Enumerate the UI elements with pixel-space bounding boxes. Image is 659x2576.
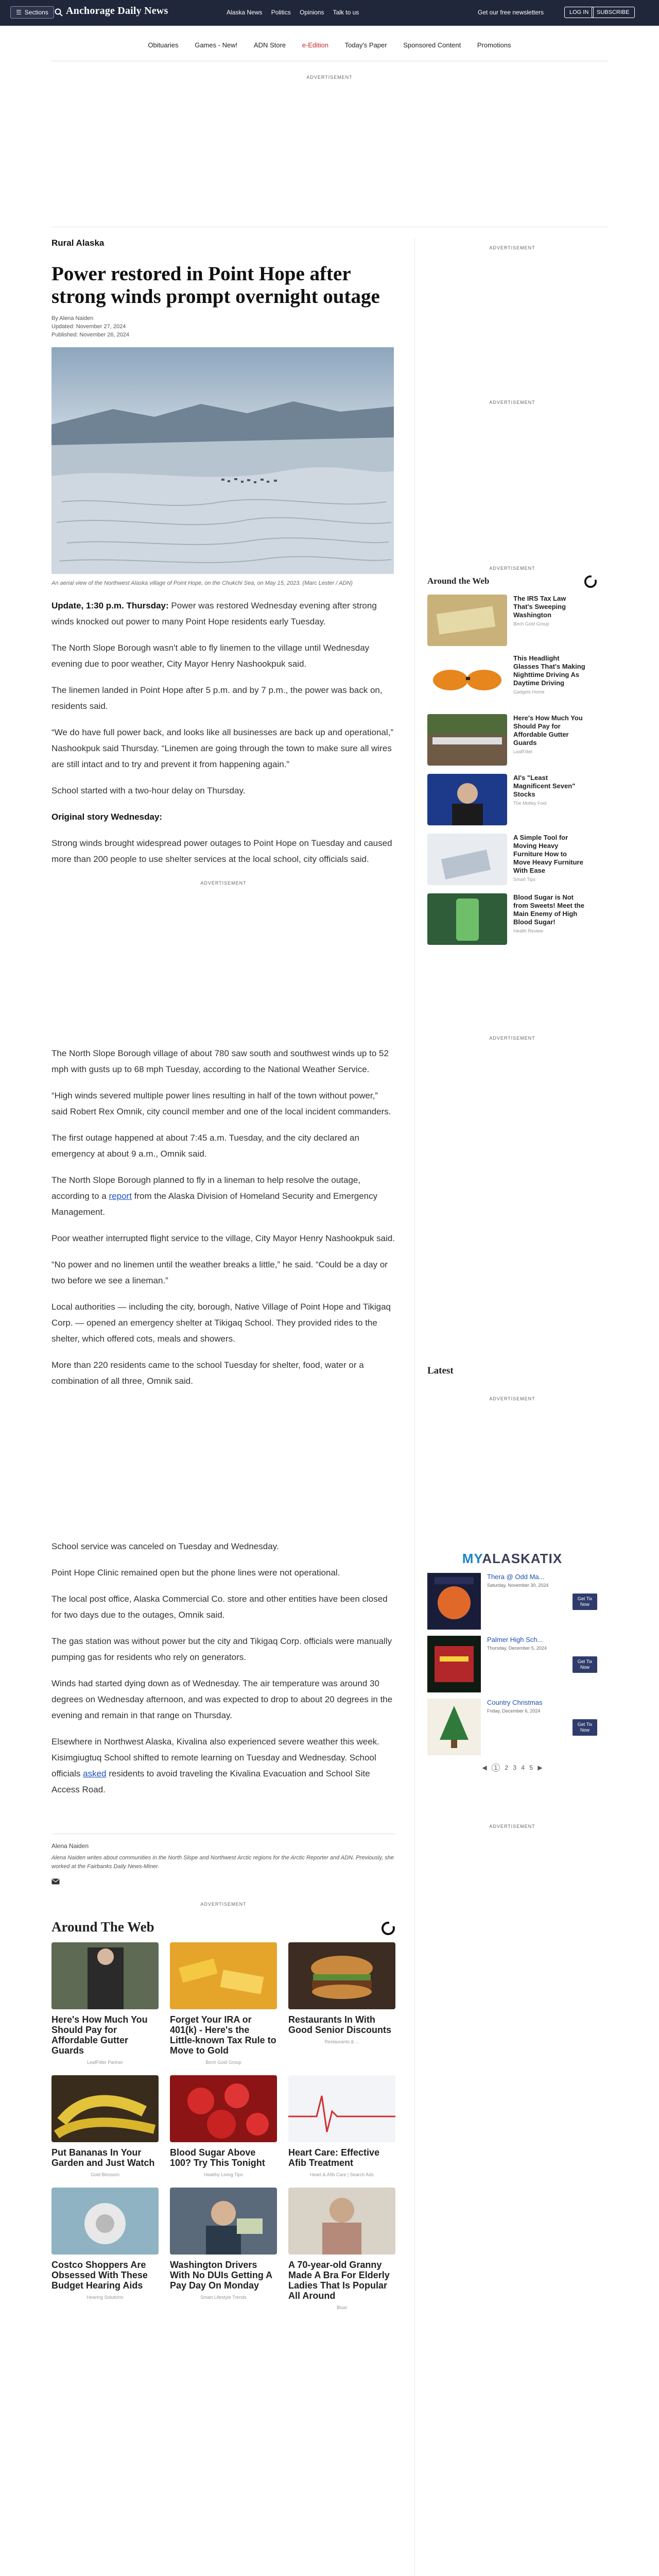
card-thumbnail [51,1942,159,2009]
event-item[interactable] [427,1573,597,1630]
item-thumbnail [427,774,507,825]
author-bio: Alena Naiden writes about communities in the North Slope and Northwest Arctic regions for the Arctic Reporter and ADN. Previously, she worked at the Fairbanks Daily News-Miner. [51,1855,394,1870]
advertisement-label: ADVERTISEMENT [489,400,535,405]
article-paragraph: The gas station was without power but the city and Tikigaq Corp. officials were manually pumping gas for residents who rely on generators. [51,1636,392,1662]
newsletter-link[interactable]: Get our free newsletters [478,9,544,16]
article-paragraph [51,1172,395,1220]
sidebar-recommended-item[interactable] [427,714,597,766]
asked-link[interactable]: asked [83,1769,107,1778]
paragraph-text: from the Alaska Division of Homeland Security and Emergency Management. [51,1191,378,1217]
hamburger-icon: ☰ [16,9,22,16]
item-thumbnail [427,714,507,766]
article-paragraph: The linemen landed in Point Hope after 5 p.m. and by 7 p.m., the power was back on, residents said. [51,685,383,711]
around-the-web-heading: Around The Web [51,1919,154,1935]
outbrain-logo-icon[interactable] [381,1921,395,1936]
article-paragraph: “High winds severed multiple power lines resulting in half of the town without power,” said Robert Rex Omnik, city council member and one of the local incident commanders. [51,1091,391,1116]
subnav-games[interactable]: Games - New! [195,41,238,49]
next-arrow-icon[interactable]: ▶ [537,1764,543,1771]
article-paragraph: Point Hope Clinic remained open but the phone lines were not operational. [51,1568,340,1578]
prev-arrow-icon[interactable]: ◀ [482,1764,487,1771]
outbrain-logo-icon[interactable] [584,575,597,588]
item-source: Health Review [513,928,544,934]
event-date: Thursday, December 5, 2024 [487,1646,547,1651]
inline-advertisement-space [51,1389,395,1528]
recommended-card[interactable] [288,1942,395,2065]
card-source: Healthy Living Tips [204,2172,243,2177]
page-1[interactable]: 1 [492,1764,500,1772]
top-nav-links [227,9,366,16]
card-thumbnail [288,1942,395,2009]
recommended-card[interactable] [51,1942,159,2065]
page-4[interactable]: 4 [521,1764,525,1771]
published-date: Published: November 26, 2024 [51,332,130,338]
card-title: Here's How Much You Should Pay for Affordable Gutter Guards [51,2014,148,2056]
sidebar-recommended-item[interactable] [427,654,597,706]
around-the-web-title [51,1919,395,1935]
get-tix-button[interactable]: Get Tix Now [573,1656,597,1673]
sidebar-recommended-item[interactable] [427,774,597,825]
card-title: Blood Sugar Above 100? Try This Tonight [170,2147,265,2168]
card-thumbnail [170,1942,277,2009]
advertisement-label: ADVERTISEMENT [489,1824,535,1829]
paragraph-text: Elsewhere in Northwest Alaska, Kivalina also experienced severe weather this week. Kisimgiugtuq School shifted to remote learning on Tuesday and Wednesday. School officials [51,1737,379,1778]
page-3[interactable]: 3 [513,1764,516,1771]
updated-date: Updated: November 27, 2024 [51,324,126,330]
subnav-promotions[interactable]: Promotions [477,41,511,49]
sidebar-divider [414,238,415,2576]
article-paragraph: The North Slope Borough village of about 780 saw south and southwest winds up to 52 mph with gusts up to 68 mph Tuesday, according to the National Weather Service. [51,1048,389,1074]
card-title: Forget Your IRA or 401(k) - Here's the Little-known Tax Rule to Move to Gold [170,2014,276,2056]
article-paragraph: Strong winds brought widespread power outages to Point Hope on Tuesday and caused more than 200 people to use shelter services at the local school, city officials said. [51,838,392,864]
around-the-web-grid [51,1942,395,2310]
item-thumbnail [427,834,507,885]
card-thumbnail [51,2188,159,2255]
subnav-obituaries[interactable]: Obituaries [148,41,179,49]
article-paragraph: “No power and no linemen until the weather breaks a little,” he said. “Could be a day or two before we see a lineman.” [51,1260,388,1285]
article-photo[interactable] [51,347,394,574]
card-source: Bluei [336,2305,347,2310]
recommended-card[interactable] [51,2075,159,2177]
logo-alaskatix: ALASKATIX [482,1551,563,1566]
event-image [427,1636,481,1692]
article-paragraph: School started with a two-hour delay on Thursday. [51,786,246,795]
recommended-card[interactable] [170,2188,277,2310]
item-source: Birch Gold Group [513,621,549,626]
advertisement-label: ADVERTISEMENT [489,1396,535,1401]
sections-menu-button[interactable] [10,6,54,19]
item-title: Blood Sugar is Not from Sweets! Meet the Main Enemy of High Blood Sugar! [513,893,584,926]
card-title: Costco Shoppers Are Obsessed With These Budget Hearing Aids [51,2260,148,2291]
card-source: Hearing Solutions [86,2295,124,2300]
top-navigation-bar [0,0,659,26]
sidebar-around-the-web-heading: Around the Web [427,576,490,586]
subnav-todays-paper[interactable]: Today's Paper [344,41,387,49]
paragraph-text: residents to avoid traveling the Kivalina Evacuation and School Site Access Road. [51,1769,370,1794]
myalaskatix-logo[interactable] [427,1551,597,1567]
card-thumbnail [288,2188,395,2255]
subscribe-button[interactable]: SUBSCRIBE [592,7,635,18]
card-title: A 70-year-old Granny Made A Bra For Elderly Ladies That Is Popular All Around [288,2260,390,2301]
recommended-card[interactable] [51,2188,159,2310]
aerial-village-image [51,347,394,574]
subnav-adn-store[interactable]: ADN Store [253,41,286,49]
advertisement-label: ADVERTISEMENT [306,75,353,80]
subnav-e-edition[interactable]: e-Edition [302,41,328,49]
card-thumbnail [170,2075,277,2142]
email-author-icon[interactable] [51,1878,60,1885]
article-paragraph: “We do have full power back, and looks like all businesses are back up and operational,” Nashookpuk said Thursday. “Linemen are going through the town to make sure all wires are still intact and to try and prevent it from happening again.” [51,727,394,769]
item-thumbnail [427,654,507,706]
report-link[interactable]: report [109,1191,132,1201]
subnav-sponsored-content[interactable]: Sponsored Content [403,41,461,49]
article-paragraph: Winds had started dying down as of Wednesday. The air temperature was around 30 degrees on Wednesday afternoon, and was expected to drop to about 20 degrees in the evening and remain in that range on Thursday. [51,1679,393,1720]
photo-caption: An aerial view of the Northwest Alaska village of Point Hope, on the Chukchi Sea, on May 15, 2023. (Marc Lester / ADN) [51,580,353,586]
advertisement-label: ADVERTISEMENT [200,1902,247,1907]
article-paragraph: Poor weather interrupted flight service to the village, City Mayor Henry Nashookpuk said. [51,1233,395,1243]
advertisement-label: ADVERTISEMENT [489,1036,535,1041]
paragraph-text: The North Slope Borough planned to fly in a lineman to help resolve the outage, according to a [51,1175,361,1201]
item-source: The Motley Fool [513,801,547,806]
nav-opinions[interactable]: Opinions [300,9,324,16]
event-date: Friday, December 6, 2024 [487,1708,541,1714]
update-lead: Update, 1:30 p.m. Thursday: [51,601,169,611]
sidebar-recommended-item[interactable] [427,595,597,646]
latest-heading: Latest [427,1365,454,1376]
item-source: Smart Tips [513,877,536,882]
advertisement-label: ADVERTISEMENT [200,880,247,886]
sidebar-around-the-web [427,576,597,945]
inline-advertisement [51,880,395,1035]
item-title: The IRS Tax Law That's Sweeping Washington [513,595,566,619]
article-paragraph: The first outage happened at about 7:45 a.m. Tuesday, and the city declared an emergency at about 9 a.m., Omnik said. [51,1133,359,1159]
article-paragraph [51,1734,395,1798]
article-paragraph: More than 220 residents came to the school Tuesday for shelter, food, water or a combination of all three, Omnik said. [51,1360,364,1386]
item-thumbnail [427,595,507,646]
subhead-text: Original story Wednesday: [51,812,163,822]
item-title: Here's How Much You Should Pay for Affordable Gutter Guards [513,714,583,747]
recommended-card[interactable] [170,2075,277,2177]
sidebar-recommended-item[interactable] [427,893,597,945]
recommended-card[interactable] [288,2188,395,2310]
sections-label: Sections [24,9,48,16]
secondary-nav [0,41,659,49]
get-tix-button[interactable]: Get Tix Now [573,1594,597,1610]
byline[interactable]: By Alena Naiden [51,315,94,321]
item-source: LeafFilter [513,749,533,754]
nav-talk-to-us[interactable]: Talk to us [333,9,359,16]
event-item[interactable] [427,1699,597,1755]
card-title: Restaurants In With Good Senior Discounts [288,2014,392,2035]
logo-my: MY [462,1551,482,1566]
sidebar-around-the-web-title [427,576,597,586]
article-subhead [51,809,395,825]
recommended-card[interactable] [288,2075,395,2177]
event-name[interactable]: Country Christmas [487,1699,543,1706]
event-name[interactable]: Palmer High Sch... [487,1636,543,1643]
card-source: Smart Lifestyle Trends [200,2295,247,2300]
events-pager [427,1764,597,1772]
page-5[interactable]: 5 [529,1764,533,1771]
event-image [427,1699,481,1755]
card-thumbnail [288,2075,395,2142]
card-source: Restaurants & ... [324,2039,359,2044]
card-thumbnail [51,2075,159,2142]
card-title: Heart Care: Effective Afib Treatment [288,2147,380,2168]
site-logo[interactable]: Anchorage Daily News [66,5,168,16]
myalaskatix-widget [427,1551,597,1772]
event-image [427,1573,481,1630]
card-source: Heart & Afib Care | Search Ads [310,2172,374,2177]
paragraph-text: Power was restored Wednesday evening after strong winds knocked out power to many Point Hope residents early Tuesday. [51,601,377,626]
advertisement-label: ADVERTISEMENT [489,566,535,571]
article-paragraph: Local authorities — including the city, borough, Native Village of Point Hope and Tikigaq Corp. — opened an emergency shelter at Tikigaq School. They provided rides to the shelter, which offered cots, meals and showers. [51,1302,391,1344]
page-2[interactable]: 2 [505,1764,508,1771]
card-title: Put Bananas In Your Garden and Just Watch [51,2147,155,2168]
card-thumbnail [170,2188,277,2255]
article-meta [51,314,395,339]
event-name[interactable]: Thera @ Odd Ma... [487,1573,545,1581]
card-source: Gold Blossom [90,2172,120,2177]
event-item[interactable] [427,1636,597,1692]
article [51,238,395,2310]
article-paragraph: The local post office, Alaska Commercial Co. store and other entities have been closed for two days due to the outages, Omnik said. [51,1594,388,1620]
sidebar-recommended-item[interactable] [427,834,597,885]
section-label[interactable]: Rural Alaska [51,238,105,248]
item-thumbnail [427,893,507,945]
nav-politics[interactable]: Politics [271,9,291,16]
item-title: A Simple Tool for Moving Heavy Furniture How to Move Heavy Furniture With Ease [513,834,583,874]
article-paragraph [51,598,395,630]
event-date: Saturday, November 30, 2024 [487,1583,549,1588]
get-tix-button[interactable]: Get Tix Now [573,1719,597,1736]
article-headline: Power restored in Point Hope after strong winds prompt overnight outage [51,263,380,308]
item-source: Gadgets Home [513,689,545,694]
recommended-card[interactable] [170,1942,277,2065]
login-button[interactable]: LOG IN [564,7,594,18]
article-paragraph: The North Slope Borough wasn't able to fly linemen to the village until Wednesday evening due to poor weather, City Mayor Henry Nashookpuk said. [51,643,370,669]
article-paragraph: School service was canceled on Tuesday and Wednesday. [51,1541,279,1551]
card-title: Washington Drivers With No DUIs Getting A Pay Day On Monday [170,2260,272,2291]
search-icon[interactable] [54,8,63,17]
card-source: LeafFilter Partner [87,2060,123,2065]
item-title: AI's "Least Magnificent Seven" Stocks [513,774,576,798]
card-source: Birch Gold Group [205,2060,241,2065]
author-name[interactable]: Alena Naiden [51,1842,89,1850]
nav-alaska-news[interactable]: Alaska News [227,9,263,16]
item-title: This Headlight Glasses That's Making Nighttime Driving As Daytime Driving [513,654,585,687]
advertisement-label: ADVERTISEMENT [489,245,535,250]
